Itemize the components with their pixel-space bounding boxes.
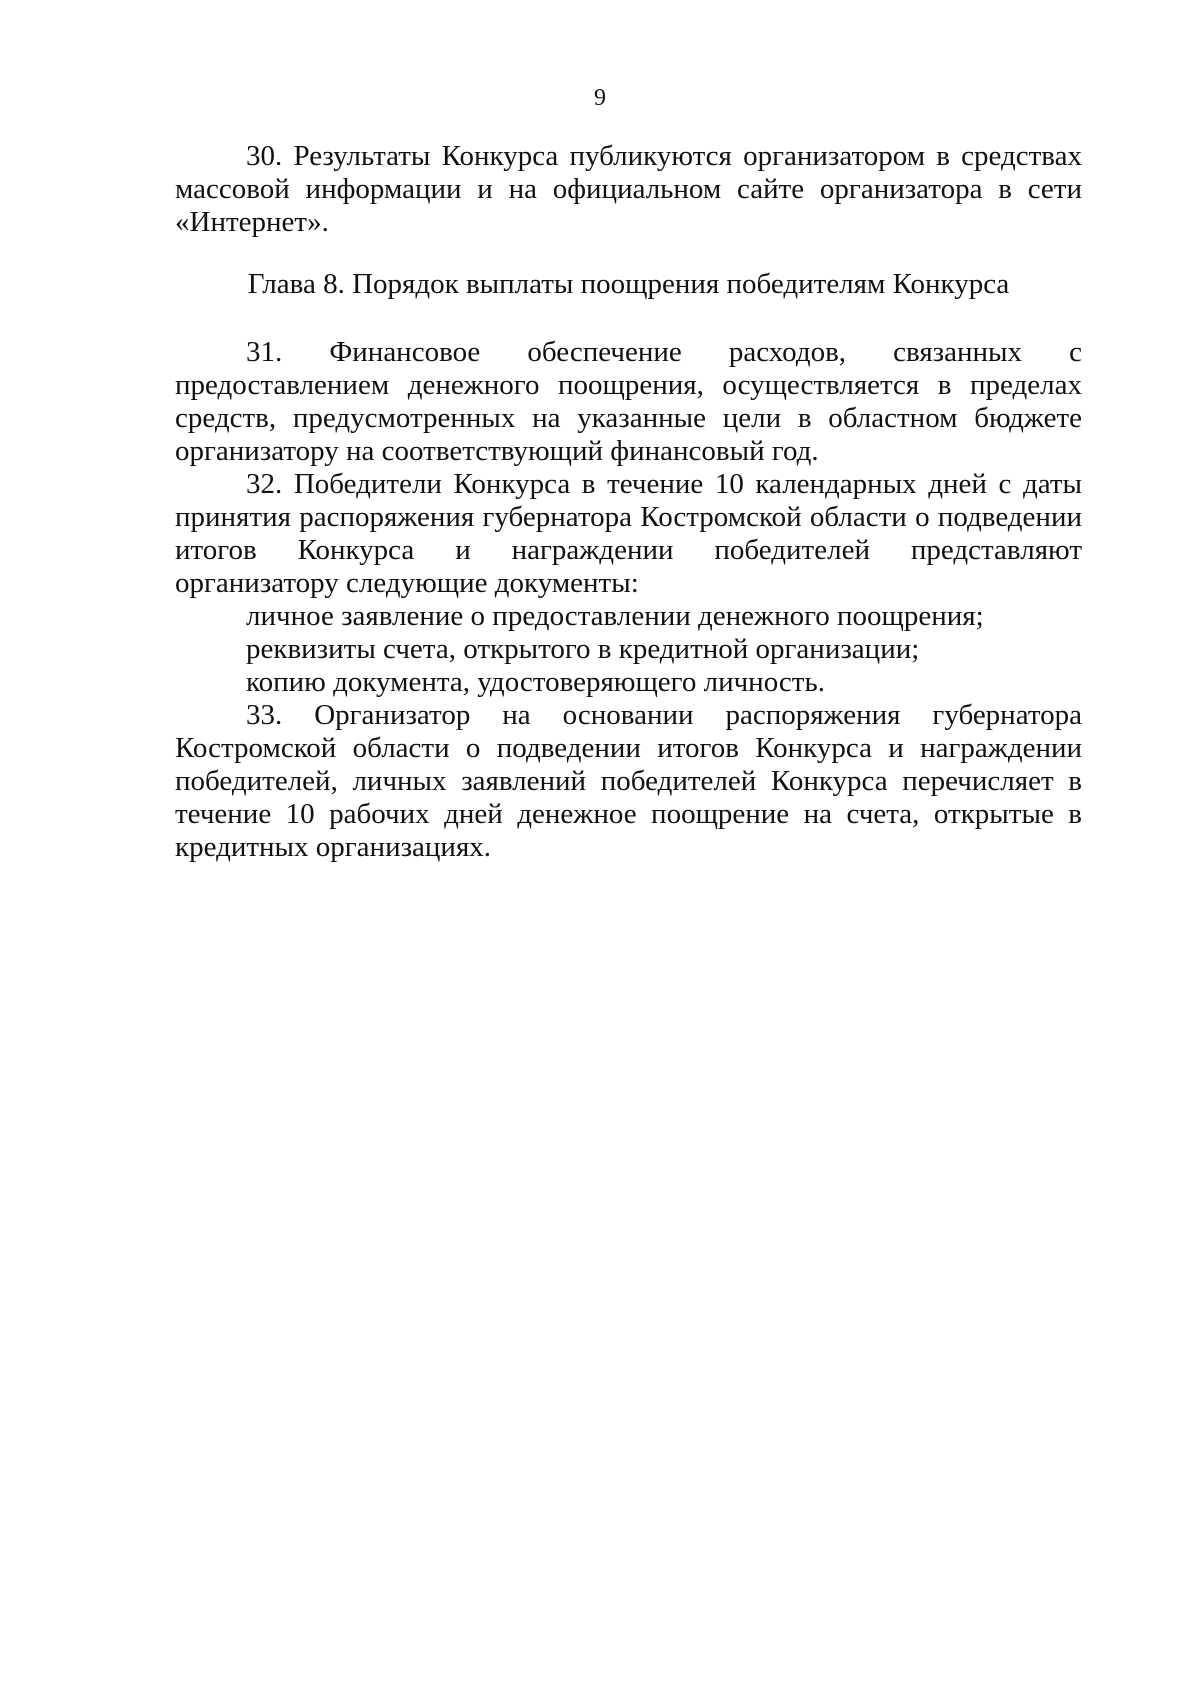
chapter-8-body	[175, 336, 1082, 864]
paragraph-31: 31. Финансовое обеспечение расходов, связанных с предоставлением денежного поощрения, осуществляется в пределах средств, предусмотренных на указанные цели в областном бюджете организатору на соответствующий финансовый год.	[175, 336, 1082, 467]
paragraph-33: 33. Организатор на основании распоряжения губернатора Костромской области о подведении итогов Конкурса и награждении победителей, личных заявлений победителей Конкурса перечисляет в течение 10 рабочих дней денежное поощрение на счета, открытые в кредитных организациях.	[175, 699, 1082, 863]
chapter-heading: Глава 8. Порядок выплаты поощрения победителям Конкурса	[247, 268, 1010, 300]
paragraph-30-line-1: 30. Результаты Конкурса публикуются организатором в средствах	[246, 140, 1082, 172]
paragraph-30-rest: массовой информации и на официальном сайте организатора в сети «Интернет».	[175, 173, 1082, 238]
document-item-account-details: реквизиты счета, открытого в кредитной организации;	[246, 633, 920, 665]
paragraph-32: 32. Победители Конкурса в течение 10 календарных дней с даты принятия распоряжения губернатора Костромской области о подведении итогов Конкурса и награждении победителей представляют организатору следующие документы:	[175, 468, 1082, 599]
page-number: 9	[594, 85, 606, 111]
document-item-statement: личное заявление о предоставлении денежного поощрения;	[246, 600, 984, 632]
paragraph-30	[175, 140, 1082, 239]
document-item-identity-copy: копию документа, удостоверяющего личность.	[246, 666, 825, 698]
section-30-block	[175, 140, 1082, 239]
